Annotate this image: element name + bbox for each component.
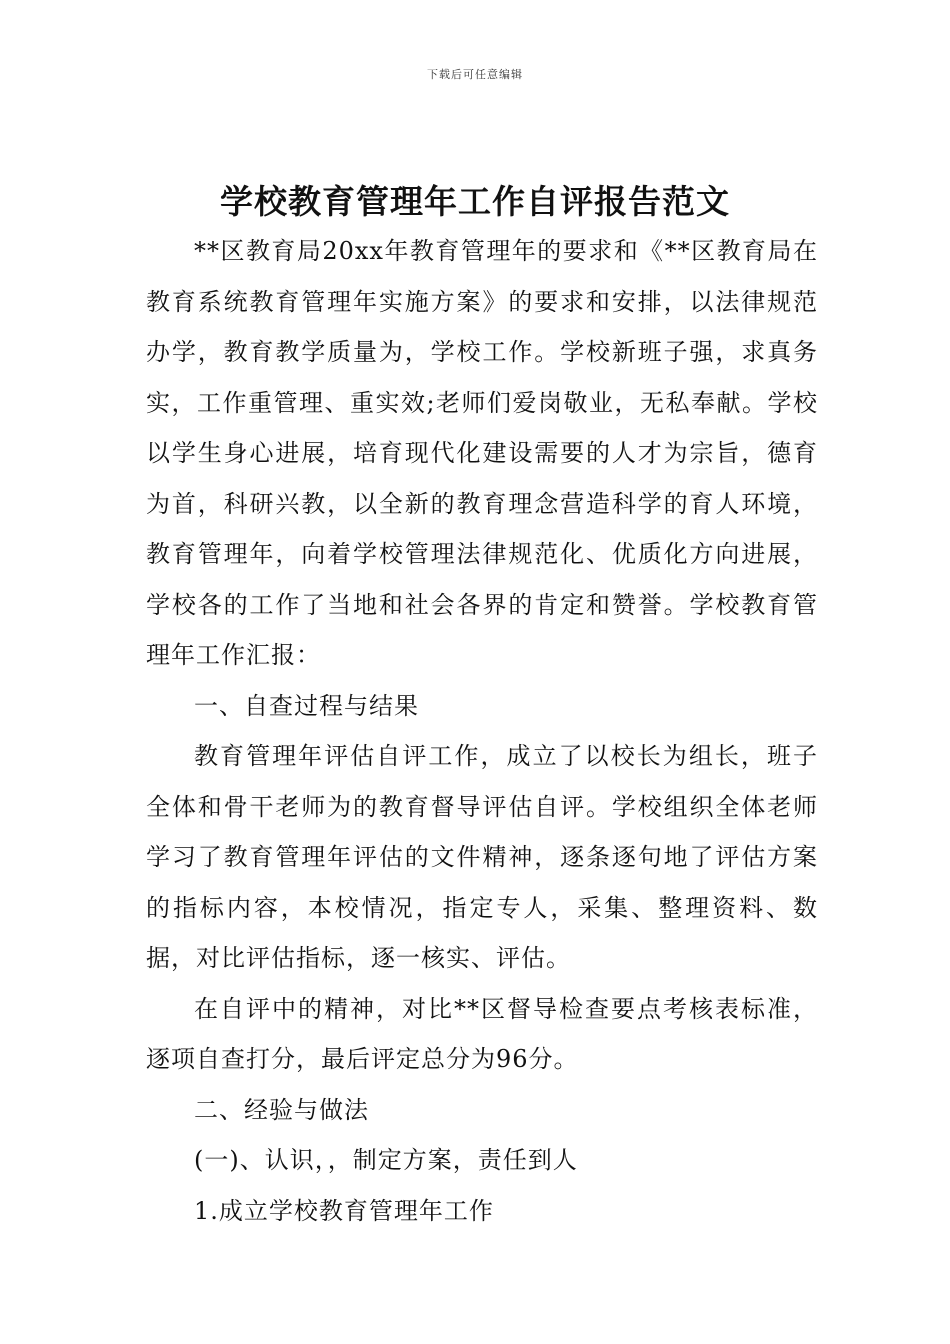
section-heading-1: 一、自查过程与结果 — [194, 691, 419, 720]
header-note: 下载后可任意编辑 — [427, 68, 523, 81]
subsection-heading-1: (一)、认识，，制定方案，责任到人 — [194, 1146, 578, 1174]
document-body — [146, 226, 818, 1236]
paragraph-self-check: 教育管理年评估自评工作，成立了以校长为组长，班子全体和骨干老师为的教育督导评估自评。学校组织全体老师学习了教育管理年评估的文件精神，逐条逐句地了评估方案的指标内容，本校情况，指定专人，采集、整理资料、数据，对比评估指标，逐一核实、评估。 — [146, 742, 818, 972]
paragraph-intro: **区教育局20xx年教育管理年的要求和《**区教育局在教育系统教育管理年实施方案》的要求和安排，以法律规范办学，教育教学质量为，学校工作。学校新班子强，求真务实，工作重管理、重实效;老师们爱岗敬业，无私奉献。学校以学生身心进展，培育现代化建设需要的人才为宗旨，德育为首，科研兴教，以全新的教育理念营造科学的育人环境，教育管理年，向着学校管理法律规范化、优质化方向进展，学校各的工作了当地和社会各界的肯定和赞誉。学校教育管理年工作汇报： — [146, 237, 818, 669]
document-title: 学校教育管理年工作自评报告范文 — [220, 182, 730, 221]
paragraph-score: 在自评中的精神，对比**区督导检查要点考核表标准，逐项自查打分，最后评定总分为96分。 — [146, 994, 818, 1073]
list-item-1: 1.成立学校教育管理年工作 — [194, 1196, 494, 1225]
section-heading-2: 二、经验与做法 — [194, 1095, 369, 1124]
